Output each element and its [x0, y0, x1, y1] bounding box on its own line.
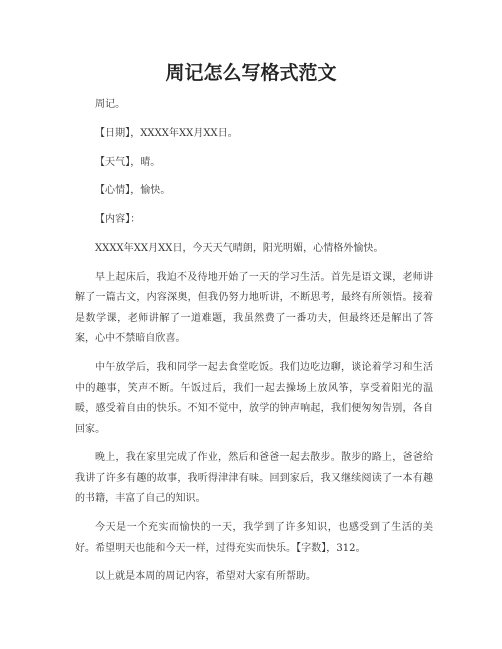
paragraph-evening: 晚上，我在家里完成了作业，然后和爸爸一起去散步。散步的路上，爸爸给我讲了许多有趣的故事，我听得津津有味。回到家后，我又继续阅读了一本有趣的书籍，丰富了自己的知识。: [75, 452, 433, 505]
paragraph-morning: 早上起床后，我迫不及待地开始了一天的学习生活。首先是语文课，老师讲解了一篇古文，内容深奥，但我仍努力地听讲，不断思考，最终有所领悟。接着是数学课，老师讲解了一道难题，我虽然费了一番功夫，但最终还是解出了答案，心中不禁暗自欣喜。: [75, 271, 433, 345]
mood-line: 【心情】，愉快。: [95, 185, 171, 197]
paragraph-noon: 中午放学后，我和同学一起去食堂吃饭。我们边吃边聊，谈论着学习和生活中的趣事，笑声不断。午饭过后，我们一起去操场上放风筝，享受着阳光的温暖，感受着自由的快乐。不知不觉中，放学的钟声响起，我们便匆匆告别，各自回家。: [75, 362, 433, 435]
paragraph-summary: 今天是一个充实而愉快的一天，我学到了许多知识，也感受到了生活的美好。希望明天也能和今天一样，过得充实而快乐。【字数】，312。: [75, 522, 433, 554]
document-title: 周记怎么写格式范文: [165, 62, 337, 84]
paragraph-date-weather: XXXX年XX月XX日，今天天气晴朗，阳光明媚，心情格外愉快。: [95, 242, 384, 254]
weather-line: 【天气】，晴。: [95, 156, 161, 168]
document-body: [75, 95, 433, 596]
content-label-line: 【内容】：: [95, 214, 141, 226]
intro-line: 周记。: [95, 99, 126, 110]
paragraph-closing: 以上就是本周的周记内容，希望对大家有所帮助。: [95, 571, 317, 583]
date-line: 【日期】，XXXX年XX月XX日。: [95, 127, 238, 139]
